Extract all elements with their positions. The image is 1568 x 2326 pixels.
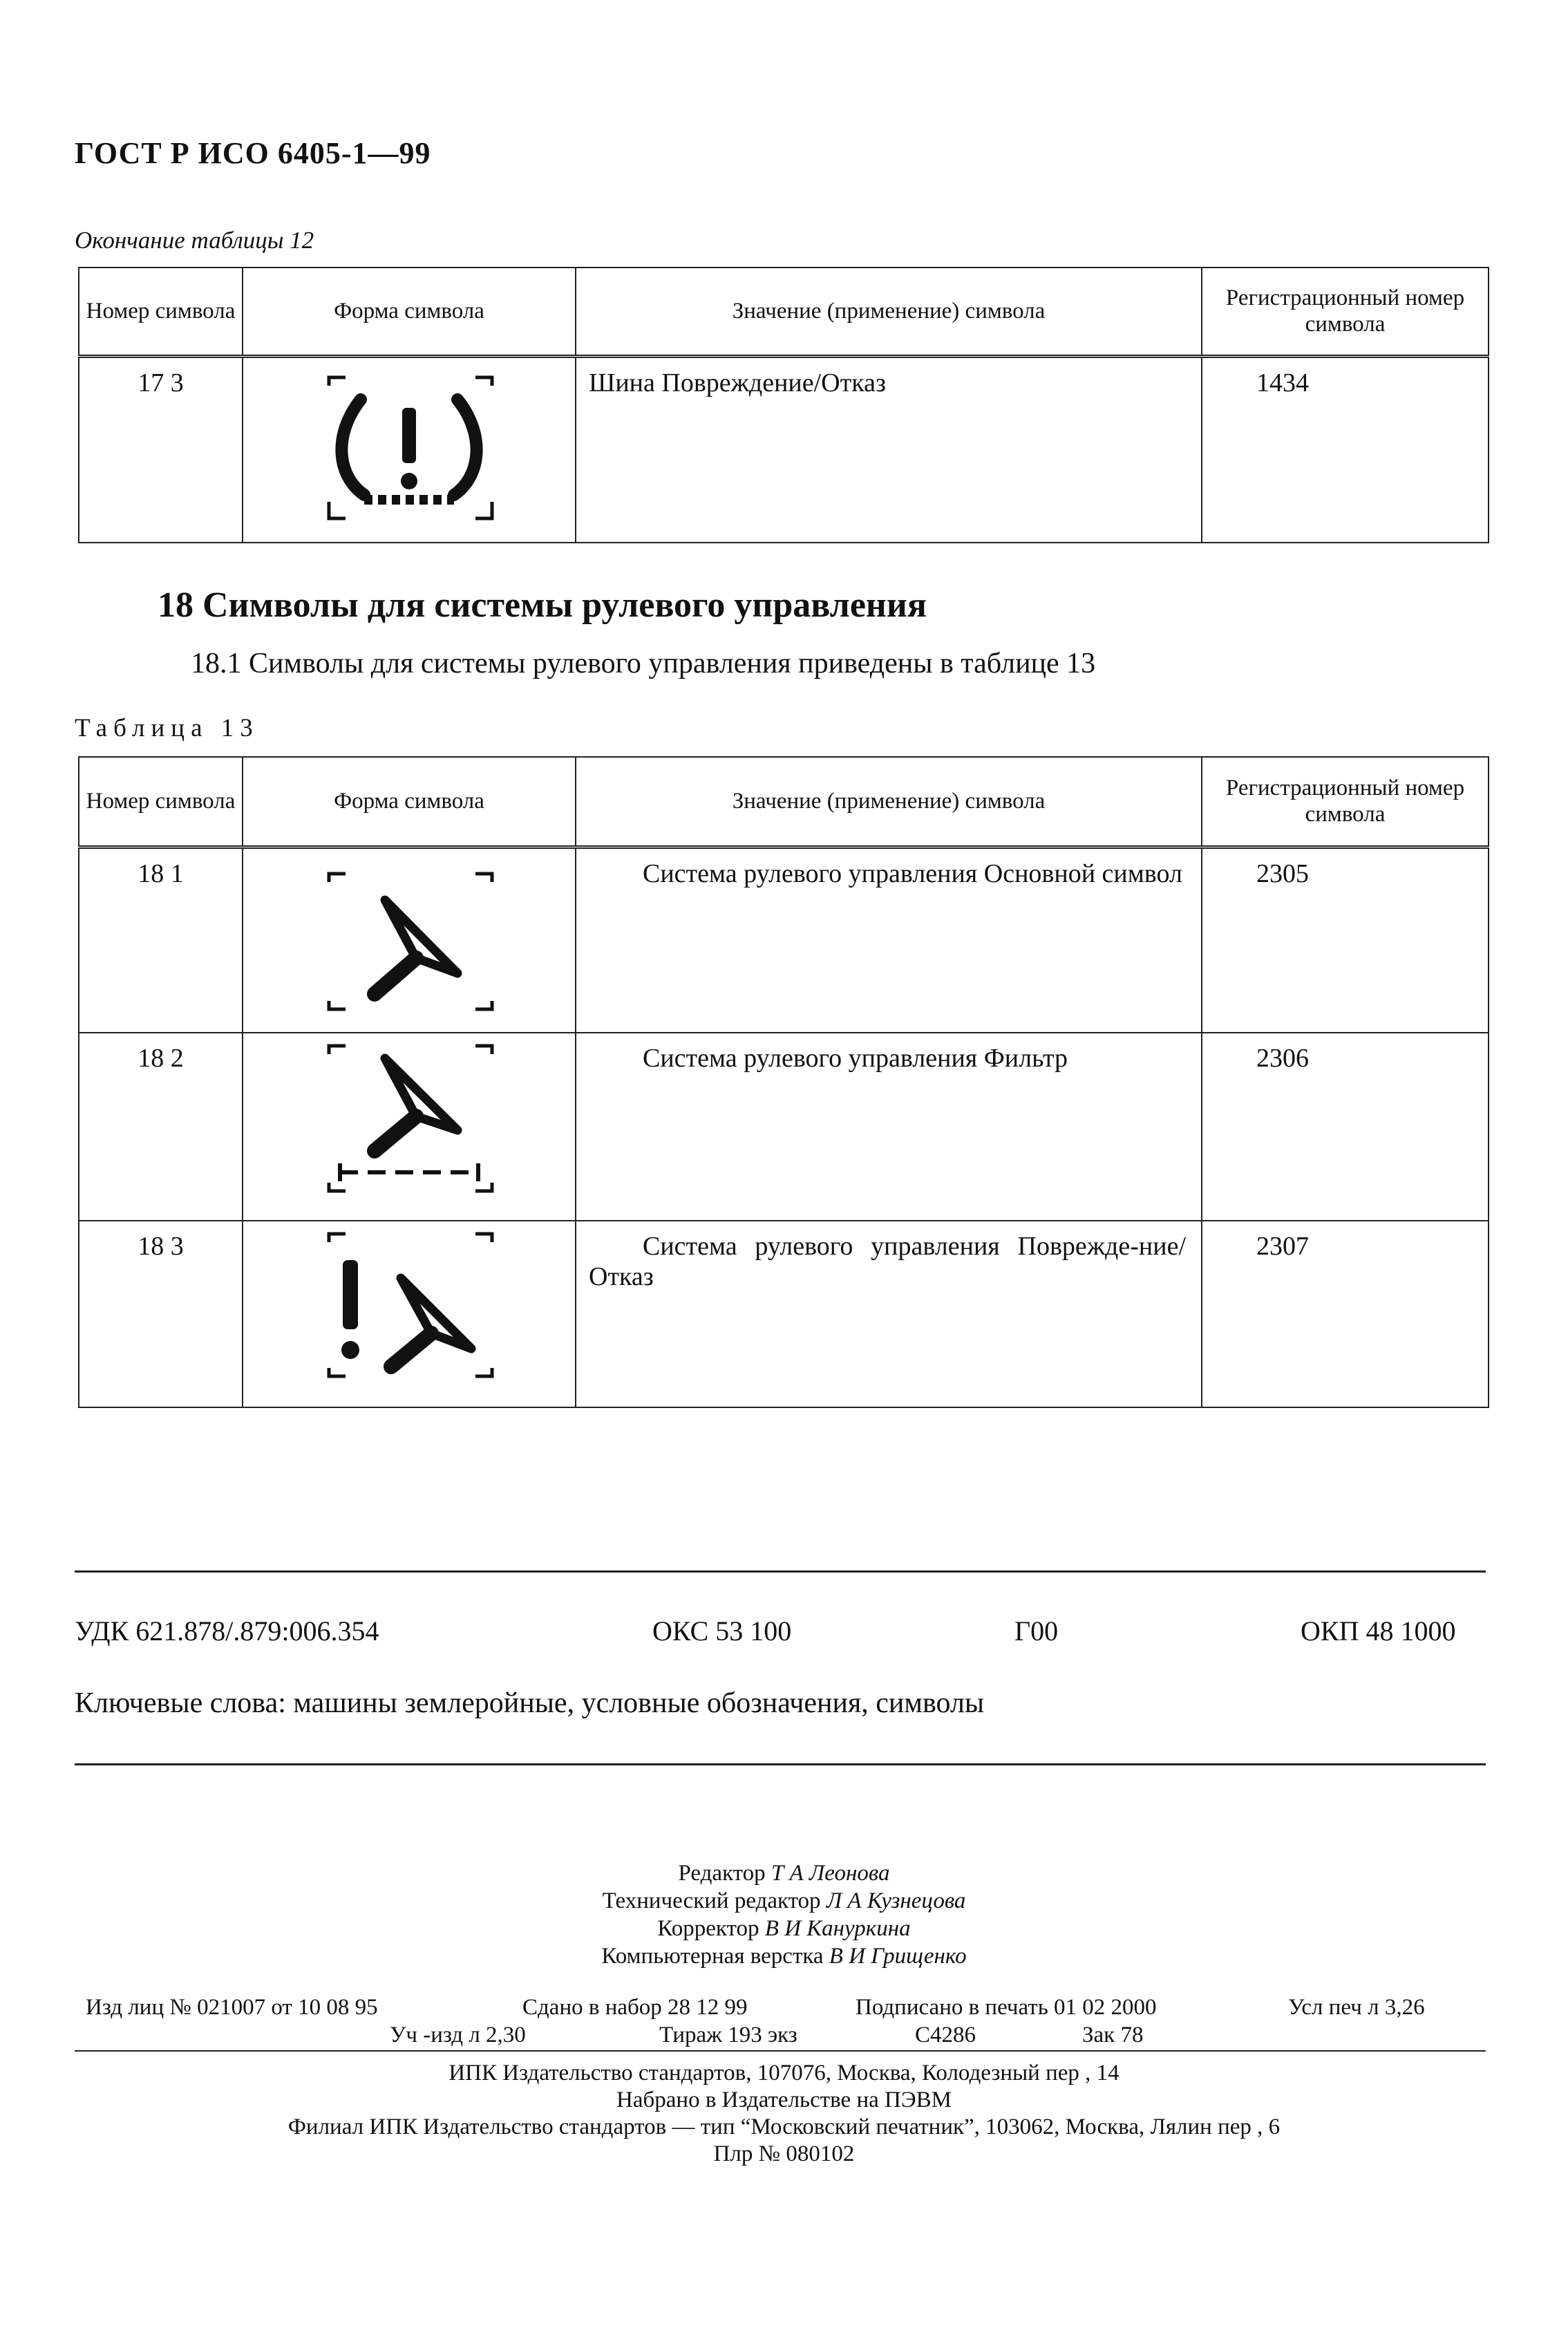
group-code: Г00 <box>1014 1615 1059 1647</box>
print-sheets: Усл печ л 3,26 <box>1288 1995 1425 2020</box>
col-header-reg: Регистрационный номер символа <box>1202 757 1489 847</box>
symbol-number: 18 2 <box>79 1033 243 1221</box>
registration-number: 2306 <box>1202 1033 1489 1221</box>
steering-fault-icon <box>243 1221 575 1408</box>
publisher-license: Изд лиц № 021007 от 10 08 95 <box>86 1995 378 2020</box>
credit-label: Редактор <box>678 1861 766 1886</box>
symbol-meaning: Шина Повреждение/Отказ <box>576 356 1202 543</box>
credit-editor <box>0 1859 1568 1887</box>
divider-publisher <box>75 2050 1486 2052</box>
tire-warning-icon <box>243 358 575 545</box>
section-paragraph: 18.1 Символы для системы рулевого управления приведены в таблице 13 <box>191 648 1096 679</box>
col-header-meaning: Значение (применение) символа <box>576 757 1202 847</box>
footer-line: ИПК Издательство стандартов, 107076, Москва, Колодезный пер , 14 <box>448 2061 1120 2085</box>
steering-system-icon <box>243 849 575 1035</box>
table-header-row <box>79 757 1489 847</box>
okp-code: ОКП 48 1000 <box>1301 1615 1456 1647</box>
credit-name: В И Кануркина <box>764 1916 911 1941</box>
circulation: Тираж 193 экз <box>659 2023 797 2047</box>
credit-tech-editor <box>0 1887 1568 1915</box>
table-12 <box>78 267 1489 543</box>
symbol-number: 18 3 <box>79 1221 243 1407</box>
credit-label: Технический редактор <box>602 1888 821 1913</box>
credit-name: Л А Кузнецова <box>826 1888 966 1913</box>
credit-layout <box>0 1942 1568 1970</box>
divider-top <box>75 1570 1486 1573</box>
table-row <box>79 356 1489 543</box>
credit-name: Т А Леонова <box>771 1861 890 1886</box>
publisher-footer <box>0 2060 1568 2168</box>
udk-code: УДК 621.878/.879:006.354 <box>75 1615 379 1647</box>
table13-caption: Таблица 13 <box>75 714 259 742</box>
table-row <box>79 1033 1489 1221</box>
order-number: Зак 78 <box>1082 2023 1144 2047</box>
print-code: С4286 <box>915 2023 976 2047</box>
pub-sheets: Уч -изд л 2,30 <box>390 2023 526 2047</box>
registration-number: 2307 <box>1202 1221 1489 1407</box>
symbol-number: 18 1 <box>79 847 243 1033</box>
oks-code: ОКС 53 100 <box>652 1615 792 1647</box>
steering-filter-icon <box>243 1033 575 1221</box>
symbol-form-cell <box>243 1033 576 1221</box>
symbol-form-cell <box>243 1221 576 1407</box>
signed-date: Подписано в печать 01 02 2000 <box>856 1995 1157 2020</box>
credit-label: Корректор <box>657 1916 759 1941</box>
col-header-reg: Регистрационный номер символа <box>1202 268 1489 356</box>
divider-bottom <box>75 1763 1486 1765</box>
table-13 <box>78 756 1489 1408</box>
footer-line: Набрано в Издательстве на ПЭВМ <box>616 2088 952 2112</box>
document-code: ГОСТ Р ИСО 6405-1—99 <box>75 136 431 170</box>
footer-line: Филиал ИПК Издательство стандартов — тип “Московский печатник”, 103062, Москва, Лялин пер , 6 <box>287 2114 1281 2139</box>
registration-number: 1434 <box>1202 356 1489 543</box>
col-header-meaning: Значение (применение) символа <box>576 268 1202 356</box>
typeset-date: Сдано в набор 28 12 99 <box>522 1995 748 2020</box>
credit-corrector <box>0 1915 1568 1942</box>
symbol-form-cell <box>243 356 576 543</box>
section-heading: 18 Символы для системы рулевого управления <box>158 585 927 625</box>
footer-line: Плр № 080102 <box>713 2141 855 2166</box>
symbol-form-cell <box>243 847 576 1033</box>
col-header-number: Номер символа <box>79 268 243 356</box>
registration-number: 2305 <box>1202 847 1489 1033</box>
credit-label: Компьютерная верстка <box>601 1944 824 1969</box>
col-header-form: Форма символа <box>243 268 576 356</box>
credit-name: В И Грищенко <box>829 1944 967 1969</box>
table-row <box>79 1221 1489 1407</box>
table-row <box>79 847 1489 1033</box>
symbol-meaning: Система рулевого управления Основной символ <box>576 847 1202 1033</box>
col-header-number: Номер символа <box>79 757 243 847</box>
table-header-row <box>79 268 1489 356</box>
symbol-meaning: Система рулевого управления Фильтр <box>576 1033 1202 1221</box>
credits-block <box>0 1859 1568 1970</box>
symbol-number: 17 3 <box>79 356 243 543</box>
symbol-meaning: Система рулевого управления Поврежде-ние/Отказ <box>576 1221 1202 1407</box>
col-header-form: Форма символа <box>243 757 576 847</box>
keywords: Ключевые слова: машины землеройные, условные обозначения, символы <box>75 1687 985 1719</box>
table12-caption: Окончание таблицы 12 <box>75 227 314 254</box>
